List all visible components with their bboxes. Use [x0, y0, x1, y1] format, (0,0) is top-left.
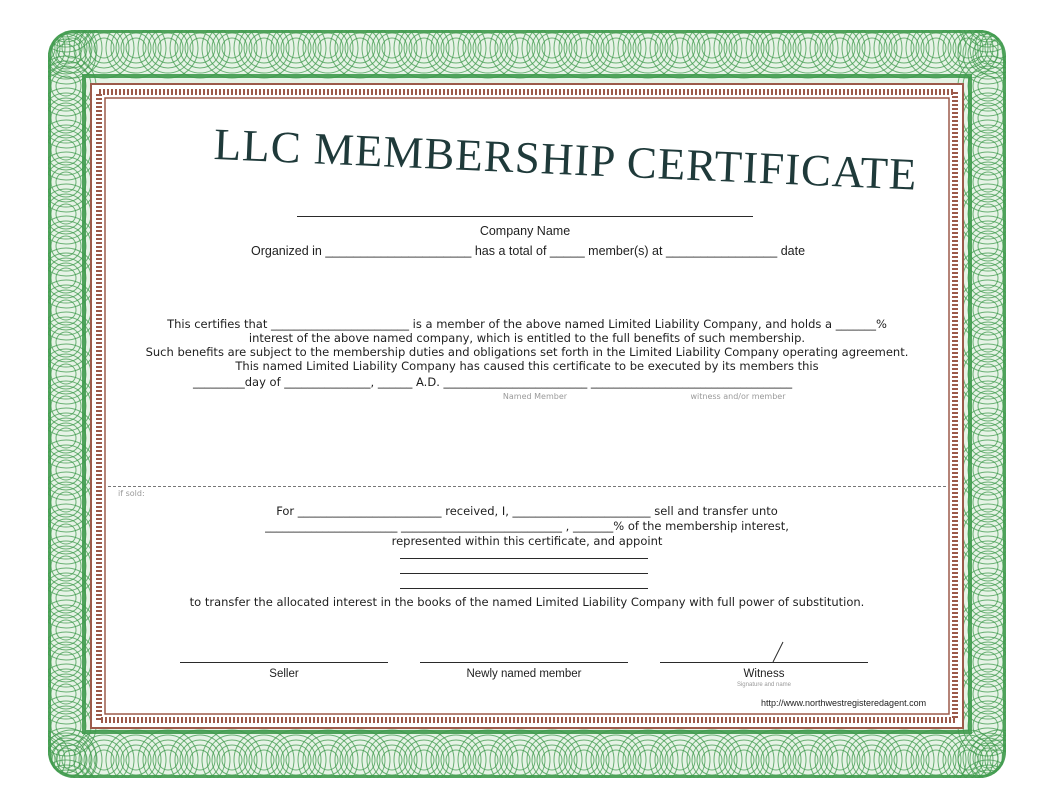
witness-member-caption: witness and/or member [690, 392, 786, 401]
organized-state-blank[interactable]: _____________________ [325, 244, 472, 258]
body-line-1: This certifies that ________________________ is a member of the above named Limited Liability Company, and holds a _______% [167, 317, 887, 331]
company-name-label: Company Name [479, 224, 571, 238]
organized-mid2: member(s) at [588, 244, 663, 258]
organized-line [251, 244, 805, 259]
body-line-4: This named Limited Liability Company has caused this certificate to be executed by its members this [235, 359, 819, 373]
witness-subcaption: Signature and name [736, 682, 792, 688]
dashed-separator [108, 486, 946, 487]
named-member-caption: Named Member [502, 392, 568, 401]
organized-mid: has a total of [474, 244, 547, 258]
body-line-3: Such benefits are subject to the membership duties and obligations set forth in the Limited Liability Company operating agreement. [145, 345, 909, 359]
body-line-5: _________day of _______________, ______ A.D. _________________________ ___________________________________ [193, 375, 793, 389]
attorney-line-2 [400, 573, 648, 574]
transfer-line-4: to transfer the allocated interest in the books of the named Limited Liability Company with full power of substitution. [189, 595, 865, 609]
member-count-blank[interactable]: _____ [549, 244, 585, 258]
attorney-line-3 [400, 588, 648, 589]
body-line-2: interest of the above named company, which is entitled to the full benefits of such membership. [248, 331, 806, 345]
transfer-line-3: represented within this certificate, and appoint [391, 534, 663, 548]
company-name-line [297, 216, 753, 217]
date-blank[interactable]: ________________ [665, 244, 778, 258]
witness-slash-mark [770, 640, 786, 664]
if-sold-label: if sold: [118, 489, 145, 498]
certificate-title: LLC MEMBERSHIP CERTIFICATE [212, 118, 919, 200]
attorney-line-1 [400, 558, 648, 559]
witness-signature-line [660, 662, 868, 663]
organized-prefix: Organized in [251, 244, 322, 258]
transfer-line-1: For _________________________ received, I, ________________________ sell and transfer unto [276, 504, 778, 518]
organized-suffix: date [780, 244, 806, 258]
newly-member-signature-line [420, 662, 628, 663]
seller-signature-line [180, 662, 388, 663]
witness-caption: Witness [743, 668, 785, 680]
transfer-line-2: _______________________ ____________________________ , _______% of the membership interest, [265, 519, 789, 533]
seller-caption: Seller [269, 668, 299, 680]
website-url: http://www.northwestregisteredagent.com [761, 698, 927, 708]
newly-member-caption: Newly named member [466, 668, 582, 680]
